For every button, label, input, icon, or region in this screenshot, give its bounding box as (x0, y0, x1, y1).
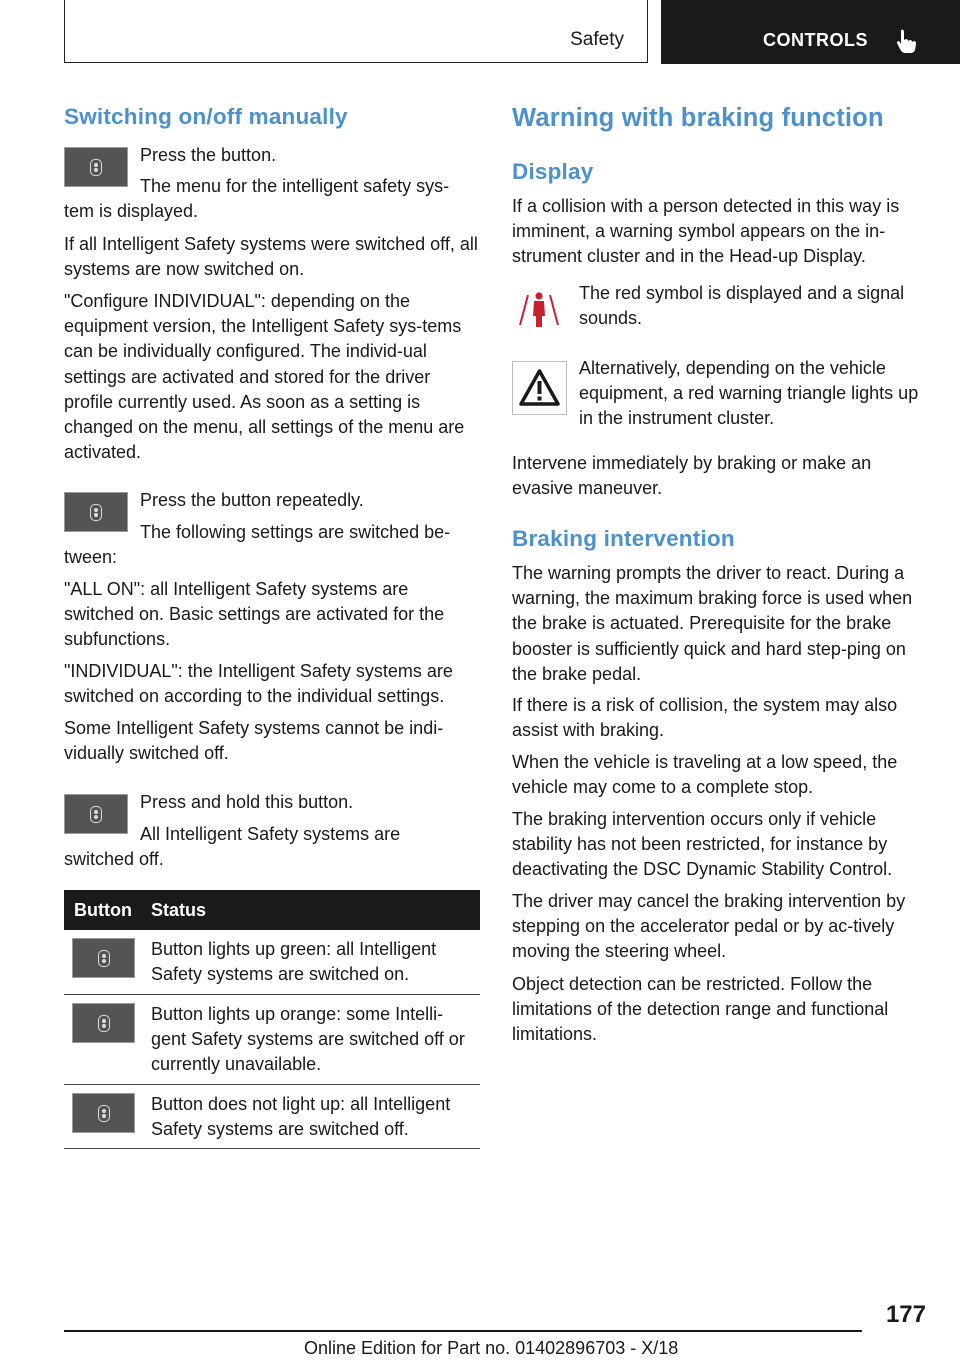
chapter-tab-label: CONTROLS (763, 30, 868, 50)
warning-triangle-icon (517, 366, 562, 410)
paragraph-collision-display: If a collision with a person detected in this way is imminent, a warning symbol appears on the in-strument cluster and in the Head-up Display. (512, 196, 900, 267)
subheading-braking-intervention: Braking intervention (512, 526, 735, 551)
paragraph-all-switched-on: If all Intelligent Safety systems were switched off, all systems are now switched on. (64, 234, 478, 280)
step-menu-displayed: The menu for the intelligent safety sys- (140, 176, 450, 196)
table-bottom-rule (64, 1148, 480, 1149)
step-press-repeatedly: Press the button repeatedly. (140, 490, 364, 510)
table-header-button: Button (74, 900, 132, 920)
table-row-status: Button lights up green: all Intelligent Safety systems are switched on. (151, 939, 437, 985)
safety-button-image (64, 492, 128, 532)
paragraph-stability: The braking intervention occurs only if vehicle stability has not been restricted, for instance by deactivating the DSC Dynamic Stability Control. (512, 809, 893, 880)
header-frame (64, 0, 648, 63)
section-title: Safety (570, 29, 624, 50)
paragraph-complete-stop: When the vehicle is traveling at a low speed, the vehicle may come to a complete stop. (512, 752, 898, 798)
safety-button-image (64, 147, 128, 187)
section-heading-warning: Warning with braking function (512, 104, 884, 132)
subheading-display: Display (512, 159, 594, 184)
person-warning-icon (512, 283, 566, 337)
paragraph-intervene: Intervene immediately by braking or make an evasive maneuver. (512, 453, 872, 499)
pointing-hand-icon (894, 28, 920, 54)
table-row-divider (64, 1084, 480, 1085)
table-row-divider (64, 994, 480, 995)
paragraph-all-on: "ALL ON": all Intelligent Safety systems are switched on. Basic settings are activated for the subfunctions. (64, 579, 445, 650)
table-header-status: Status (151, 900, 207, 920)
paragraph-object-detection: Object detection can be restricted. Follow the limitations of the detection range and functional limitations. (512, 974, 889, 1045)
safety-button-image (64, 794, 128, 834)
button-green-image (72, 938, 135, 978)
page-number: 177 (885, 1301, 926, 1328)
red-symbol-text: The red symbol is displayed and a signal sounds. (579, 283, 905, 329)
step-press-hold: Press and hold this button. (140, 792, 354, 812)
step-press-button: Press the button. (140, 145, 277, 165)
step-all-switched-off: All Intelligent Safety systems are (140, 824, 401, 844)
warning-triangle-text: Alternatively, depending on the vehicle equipment, a red warning triangle lights up in the instrument cluster. (579, 358, 919, 429)
paragraph-configure-individual: "Configure INDIVIDUAL": depending on the equipment version, the Intelligent Safety sys-tems can be individually configured. The individ-ual settings are activated and stored for the driver profile currently used. As soon as a setting is changed on the menu, all settings of the menu are activated. (64, 291, 465, 463)
step-settings-switched: The following settings are switched be- (140, 522, 451, 542)
paragraph-cancel-intervention: The driver may cancel the braking intervention by stepping on the accelerator pedal or by ac-tively moving the steering wheel. (512, 891, 906, 962)
footer-rule (64, 1330, 862, 1332)
step-all-switched-off-cont: switched off. (64, 849, 164, 869)
button-off-image (72, 1093, 135, 1133)
step-settings-switched-cont: tween: (64, 547, 118, 567)
paragraph-assist-braking: If there is a risk of collision, the system may also assist with braking. (512, 695, 898, 741)
paragraph-warning-prompts: The warning prompts the driver to react. During a warning, the maximum braking force is used when the brake is actuated. Prerequisite for the brake booster is sufficiently quick and hard step-ping on the brake pedal. (512, 563, 913, 684)
table-row-status: Button lights up orange: some Intelli-gent Safety systems are switched off or currently unavailable. (151, 1004, 465, 1075)
button-orange-image (72, 1003, 135, 1043)
table-row-status: Button does not light up: all Intelligent Safety systems are switched off. (151, 1094, 451, 1140)
footer-edition: Online Edition for Part no. 01402896703 - X/18 (304, 1338, 679, 1358)
paragraph-individual: "INDIVIDUAL": the Intelligent Safety systems are switched on according to the individual settings. (64, 661, 453, 707)
paragraph-cannot-switch-off: Some Intelligent Safety systems cannot be indi-vidually switched off. (64, 718, 444, 764)
step-menu-displayed-cont: tem is displayed. (64, 201, 199, 221)
section-heading-switching: Switching on/off manually (64, 104, 348, 129)
